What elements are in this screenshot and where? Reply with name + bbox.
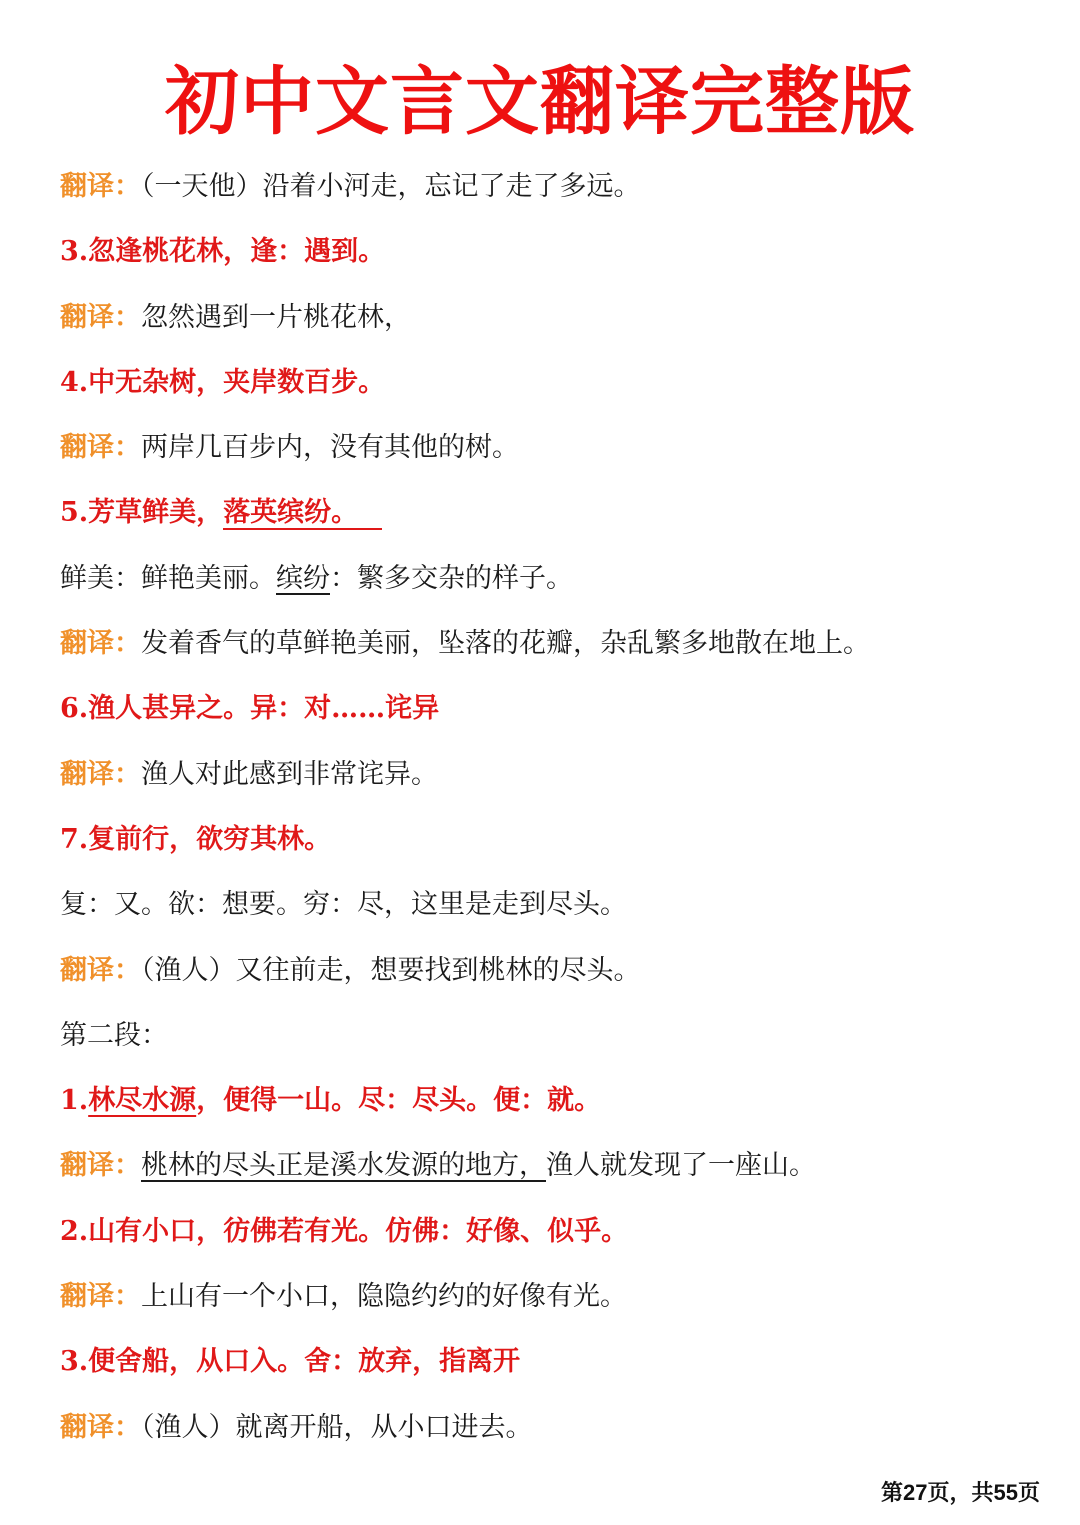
translation-text: （渔人）就离开船，从小口进去。 (141, 1411, 533, 1443)
page-title: 初中文言文翻译完整版 (165, 59, 915, 145)
translation-line (60, 944, 1040, 1009)
note-part: ：繁多交杂的样子。 (330, 562, 573, 594)
vocabulary-note (60, 552, 1040, 617)
underlined-phrase: 落英缤纷。 (223, 497, 382, 530)
translation-text: 渔人对此感到非常诧异。 (141, 758, 438, 790)
translation-label: 翻译： (60, 628, 141, 660)
classical-sentence (60, 1074, 1040, 1139)
sentence-part: 1. (60, 1085, 89, 1117)
sentence-part: 5.芳草鲜美， (60, 497, 224, 529)
classical-sentence: 3.忽逢桃花林，逢：遇到。 (60, 236, 386, 268)
translation-line (60, 160, 1040, 225)
translation-text: （渔人）又往前走，想要找到桃林的尽头。 (141, 954, 641, 986)
translation-label: 翻译： (60, 301, 141, 333)
classical-sentence: 2.山有小口，彷佛若有光。仿佛：好像、似乎。 (60, 1215, 629, 1247)
note-part: 鲜美：鲜艳美丽。 (60, 562, 276, 594)
translation-label: 翻译： (60, 171, 141, 202)
classical-sentence: 6.渔人甚异之。异：对……诧异 (60, 693, 440, 725)
translation-line (60, 291, 1040, 356)
translation-label: 翻译： (60, 954, 141, 986)
classical-sentence (60, 486, 1040, 551)
classical-sentence: 4.中无杂树，夹岸数百步。 (60, 366, 386, 398)
translation-text: （一天他）沿着小河走，忘记了走了多远。 (141, 171, 641, 202)
translation-label: 翻译： (60, 1281, 141, 1313)
underlined-translation: 桃林的尽头正是溪水发源的地方， (141, 1150, 546, 1182)
page-number: 第27页，共55页 (881, 1480, 1040, 1505)
document-body (60, 160, 1040, 1466)
classical-sentence: 7.复前行，欲穷其林。 (60, 823, 332, 855)
translation-label: 翻译： (60, 1411, 141, 1443)
translation-text: 上山有一个小口，隐隐约约的好像有光。 (141, 1281, 627, 1313)
translation-text: 渔人就发现了一座山。 (546, 1150, 816, 1182)
translation-line (60, 748, 1040, 813)
translation-line (60, 1401, 1040, 1466)
translation-line (60, 617, 1040, 682)
sentence-part: ，便得一山。尽：尽头。便：就。 (196, 1085, 602, 1117)
translation-label: 翻译： (60, 758, 141, 790)
vocabulary-note: 复：又。欲：想要。穷：尽，这里是走到尽头。 (60, 889, 627, 921)
section-heading: 第二段： (60, 1019, 168, 1051)
translation-line (60, 1139, 1040, 1204)
classical-sentence: 3.便舍船，从口入。舍：放弃，指离开 (60, 1346, 521, 1378)
translation-text: 忽然遇到一片桃花林， (141, 301, 411, 333)
translation-line (60, 421, 1040, 486)
translation-label: 翻译： (60, 432, 141, 464)
underlined-term: 缤纷 (276, 562, 330, 594)
translation-line (60, 1270, 1040, 1335)
translation-text: 两岸几百步内，没有其他的树。 (141, 432, 519, 464)
underlined-phrase: 林尽水源 (88, 1085, 197, 1117)
translation-text: 发着香气的草鲜艳美丽，坠落的花瓣，杂乱繁多地散在地上。 (141, 628, 870, 660)
translation-label: 翻译： (60, 1150, 141, 1182)
